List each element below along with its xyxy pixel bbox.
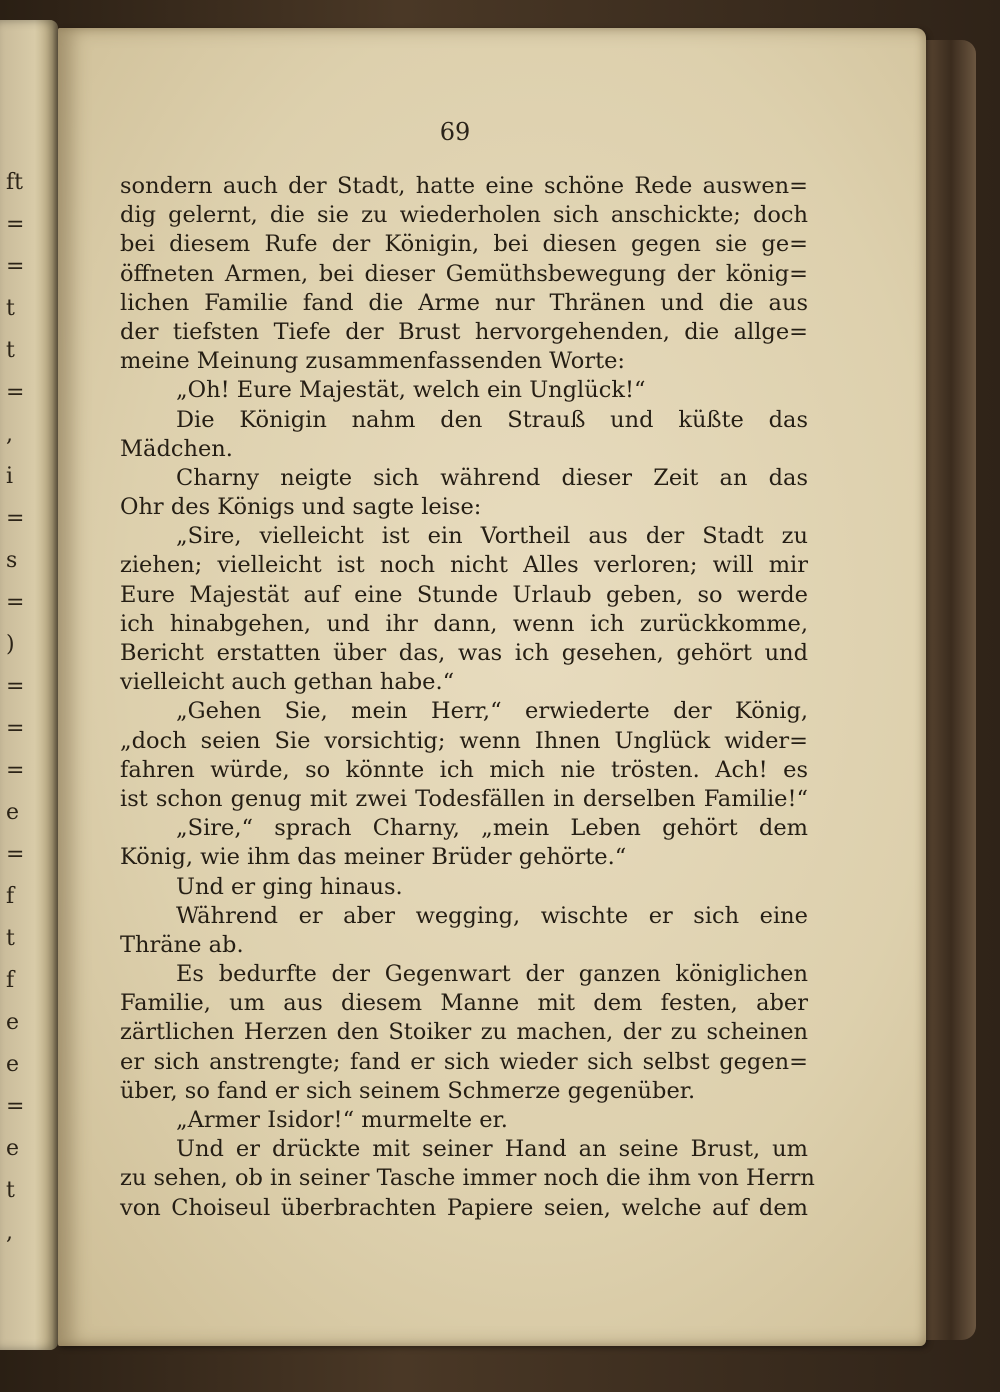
- text-line: zärtlichen Herzen den Stoiker zu machen, der zu scheinen: [120, 1019, 808, 1046]
- text-line: „Gehen Sie, mein Herr,“ erwiederte der König,: [176, 698, 808, 725]
- text-line: Eure Majestät auf eine Stunde Urlaub geben, so werde: [120, 581, 808, 608]
- left-page-glyph: =: [6, 842, 25, 867]
- text-line: öffneten Armen, bei dieser Gemüthsbewegung der könig=: [120, 260, 808, 287]
- text-line: ist schon genug mit zwei Todesfällen in derselben Familie!“: [120, 785, 808, 812]
- text-line: Die Königin nahm den Strauß und küßte das: [176, 406, 808, 433]
- text-line: „Sire,“ sprach Charny, „mein Leben gehört dem: [176, 815, 808, 842]
- left-page-glyph: i: [6, 464, 14, 489]
- left-page-fragment: [0, 20, 58, 1350]
- left-page-glyph: =: [6, 716, 25, 741]
- text-line: über, so fand er sich seinem Schmerze gegenüber.: [120, 1077, 696, 1104]
- left-page-glyph: t: [6, 296, 15, 321]
- left-page-glyph: ,: [6, 1220, 13, 1245]
- text-line: Und er drückte mit seiner Hand an seine Brust, um: [176, 1136, 808, 1163]
- left-page-glyph: f: [6, 968, 15, 993]
- left-page-glyph: s: [6, 548, 18, 573]
- left-page-glyph: t: [6, 926, 15, 951]
- left-page-glyph: e: [6, 1010, 20, 1035]
- text-line: von Choiseul überbrachten Papiere seien, welche auf dem: [120, 1194, 808, 1221]
- text-line: er sich anstrengte; fand er sich wieder sich selbst gegen=: [120, 1048, 808, 1075]
- left-page-glyph: =: [6, 1094, 25, 1119]
- text-line: Mädchen.: [120, 435, 233, 462]
- text-line: „Sire, vielleicht ist ein Vortheil aus der Stadt zu: [176, 523, 808, 550]
- left-page-glyph: f: [6, 884, 15, 909]
- left-page-glyph: t: [6, 338, 15, 363]
- text-line: meine Meinung zusammenfassenden Worte:: [120, 348, 626, 375]
- text-line: Bericht erstatten über das, was ich gesehen, gehört und: [120, 640, 808, 666]
- text-line: vielleicht auch gethan habe.“: [120, 669, 455, 696]
- text-line: Charny neigte sich während dieser Zeit an das: [176, 464, 808, 491]
- text-line: der tiefsten Tiefe der Brust hervorgehenden, die allge=: [120, 318, 808, 345]
- left-page-glyph: =: [6, 254, 25, 279]
- text-line: „doch seien Sie vorsichtig; wenn Ihnen Unglück wider=: [120, 727, 808, 754]
- text-line: „Oh! Eure Majestät, welch ein Unglück!“: [176, 377, 646, 404]
- book-cover-edge: [926, 40, 976, 1340]
- text-line: lichen Familie fand die Arme nur Thränen und die aus: [120, 289, 808, 316]
- left-page-glyph: ft: [6, 170, 23, 195]
- left-page-glyph: =: [6, 380, 25, 405]
- text-line: zu sehen, ob in seiner Tasche immer noch die ihm von Herrn: [120, 1165, 815, 1192]
- left-page-glyph: e: [6, 1052, 20, 1077]
- left-page-glyph: ): [6, 632, 15, 657]
- left-page-glyph: ,: [6, 422, 13, 447]
- text-line: bei diesem Rufe der Königin, bei diesen gegen sie ge=: [120, 231, 808, 258]
- left-page-glyph: =: [6, 506, 25, 531]
- text-line: sondern auch der Stadt, hatte eine schöne Rede auswen=: [120, 173, 808, 199]
- text-line: dig gelernt, die sie zu wiederholen sich anschickte; doch: [120, 202, 808, 229]
- left-page-glyph: e: [6, 1136, 20, 1161]
- text-line: ich hinabgehen, und ihr dann, wenn ich zurückkomme,: [120, 610, 808, 637]
- text-line: fahren würde, so könnte ich mich nie trösten. Ach! es: [120, 756, 808, 783]
- left-page-glyph: t: [6, 1178, 15, 1203]
- text-line: Es bedurfte der Gegenwart der ganzen königlichen: [176, 961, 808, 988]
- text-line: ziehen; vielleicht ist noch nicht Alles verloren; will mir: [120, 552, 808, 579]
- page-text: [120, 172, 815, 1223]
- text-line: Ohr des Königs und sagte leise:: [120, 494, 482, 521]
- left-page-glyph: =: [6, 674, 25, 699]
- left-page-glyph: =: [6, 758, 25, 783]
- left-page-glyph: e: [6, 800, 20, 825]
- text-line: Während er aber wegging, wischte er sich eine: [176, 902, 808, 929]
- left-page-glyph: =: [6, 590, 25, 615]
- text-line: Und er ging hinaus.: [176, 873, 403, 900]
- left-page-glyph: =: [6, 212, 25, 237]
- page-number: 69: [439, 118, 471, 146]
- text-line: König, wie ihm das meiner Brüder gehörte.“: [120, 844, 627, 871]
- text-line: „Armer Isidor!“ murmelte er.: [176, 1107, 508, 1133]
- text-line: Thräne ab.: [120, 931, 244, 958]
- text-line: Familie, um aus diesem Manne mit dem festen, aber: [120, 990, 808, 1017]
